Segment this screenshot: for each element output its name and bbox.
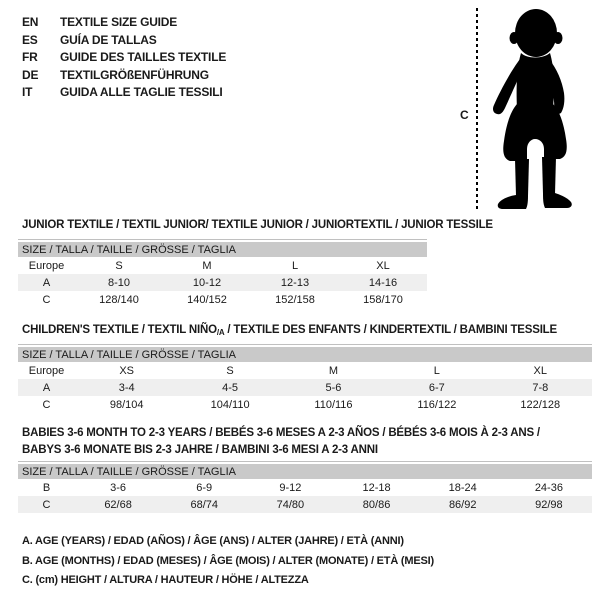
title-subscript: /A [216,328,225,337]
height-measure-figure [452,6,592,216]
size-header-cell: SIZE / TALLA / TAILLE / GRÖSSE / TAGLIA [18,464,592,479]
row-label-cell: C [18,496,75,513]
height-dashed-line-icon [476,8,478,212]
table-cell: S [115,259,123,272]
table-row-age-months [18,479,592,496]
language-row [22,49,226,67]
language-title: TEXTILGRÖßENFÜHRUNG [60,67,209,82]
table-row-europe [18,257,427,274]
table-cell: 6-7 [385,379,488,396]
table-cell: 10-12 [163,274,251,291]
table-top-rule [18,239,427,240]
row-label-cell: A [18,274,75,291]
table-row-age [18,274,427,291]
table-cell: 104/110 [210,398,250,411]
table-cell: M [328,364,339,377]
table-cell: XS [119,364,135,377]
table-cell: 98/104 [109,398,144,411]
table-cell: 3-6 [110,481,127,494]
table-cell: 158/170 [363,293,403,306]
table-cell: 128/140 [99,293,139,306]
title-line: BABIES 3-6 MONTH TO 2-3 YEARS / BEBÉS 3-6 MESES A 2-3 AÑOS / BÉBÉS 3-6 MOIS À 2-3 ANS / [22,427,540,439]
table-cell: 140/152 [187,293,227,306]
language-code: ES [22,32,38,47]
language-title: GUIDA ALLE TAGLIE TESSILI [60,85,223,99]
table-cell: 80/86 [333,496,419,513]
language-row [22,84,226,102]
title-text: / TEXTILE DES ENFANTS / KINDERTEXTIL / BAMBINI TESSILE [224,324,557,336]
row-label-cell: Europe [28,259,65,272]
footnotes [22,532,434,591]
table-cell: 5-6 [282,379,385,396]
footnote-age-months: B. AGE (MONTHS) / EDAD (MESES) / ÂGE (MOIS) / ALTER (MONATE) / ETÀ (MESI) [22,554,434,567]
children-size-table [18,344,592,413]
table-cell: 12-18 [362,481,391,494]
table-cell: 86/92 [420,496,506,513]
title-text: CHILDREN'S TEXTILE / TEXTIL NIÑO [22,324,217,336]
table-row-height [18,496,592,513]
language-title: GUIDE DES TAILLES TEXTILE [60,50,227,64]
size-table-header [18,347,592,362]
row-label-cell: C [42,293,51,306]
size-header-cell: SIZE / TALLA / TAILLE / GRÖSSE / TAGLIA [18,242,427,257]
language-title: TEXTILE SIZE GUIDE [60,15,178,29]
table-row-height [18,291,427,308]
table-cell: 9-12 [279,481,302,494]
table-row-height [18,396,592,413]
row-label-cell: A [18,379,75,396]
table-cell: 12-13 [251,274,339,291]
table-cell: 122/128 [520,398,561,411]
language-row [22,67,226,85]
language-row [22,14,226,32]
footnote-height: C. (cm) HEIGHT / ALTURA / HAUTEUR / HÖHE / ALTEZZA [22,574,309,586]
table-cell: XL [376,259,390,272]
table-cell: 74/80 [247,496,333,513]
size-header-cell: SIZE / TALLA / TAILLE / GRÖSSE / TAGLIA [18,347,592,362]
table-cell: M [202,259,212,272]
table-top-rule [18,344,592,345]
babies-size-table [18,461,592,513]
title-line: BABYS 3-6 MONATE BIS 2-3 JAHRE / BAMBINI 3-6 MESI A 2-3 ANNI [22,444,378,456]
table-cell: 116/122 [417,398,457,411]
table-row-age [18,379,592,396]
table-cell: 62/68 [75,496,161,513]
height-measure-label: C [460,108,469,122]
table-cell: L [291,259,299,272]
table-cell: 7-8 [489,379,592,396]
table-cell: 3-4 [75,379,178,396]
table-cell: 14-16 [339,274,427,291]
junior-size-table [18,239,427,308]
language-code: EN [22,15,39,29]
language-row [22,32,226,50]
row-label-cell: B [42,481,51,494]
size-table-header [18,464,592,479]
language-title: GUÍA DE TALLAS [60,32,157,47]
table-row-europe [18,362,592,379]
table-cell: 6-9 [196,481,213,494]
table-cell: XL [533,364,548,377]
section-title-children [22,322,557,341]
section-title-junior: JUNIOR TEXTILE / TEXTIL JUNIOR/ TEXTILE JUNIOR / JUNIORTEXTIL / JUNIOR TESSILE [22,219,493,231]
table-cell: S [226,364,234,377]
footnote-age-years: A. AGE (YEARS) / EDAD (AÑOS) / ÂGE (ANS) / ALTER (JAHRE) / ETÀ (ANNI) [22,535,404,547]
table-cell: L [433,364,440,377]
size-table-header [18,242,427,257]
language-list [22,14,226,102]
row-label-cell: C [42,398,51,411]
table-cell: 152/158 [275,293,315,306]
table-cell: 8-10 [75,274,163,291]
row-label-cell: Europe [28,364,65,377]
table-cell: 110/116 [314,398,353,411]
table-cell: 68/74 [161,496,247,513]
table-cell: 24-36 [534,481,563,494]
language-code: IT [22,85,33,99]
table-cell: 92/98 [506,496,592,513]
table-cell: 4-5 [178,379,281,396]
table-top-rule [18,461,592,462]
toddler-silhouette-icon [489,9,581,211]
table-cell: 18-24 [448,481,477,494]
language-code: DE [22,67,39,82]
section-title-babies [22,425,540,459]
language-code: FR [22,50,38,64]
